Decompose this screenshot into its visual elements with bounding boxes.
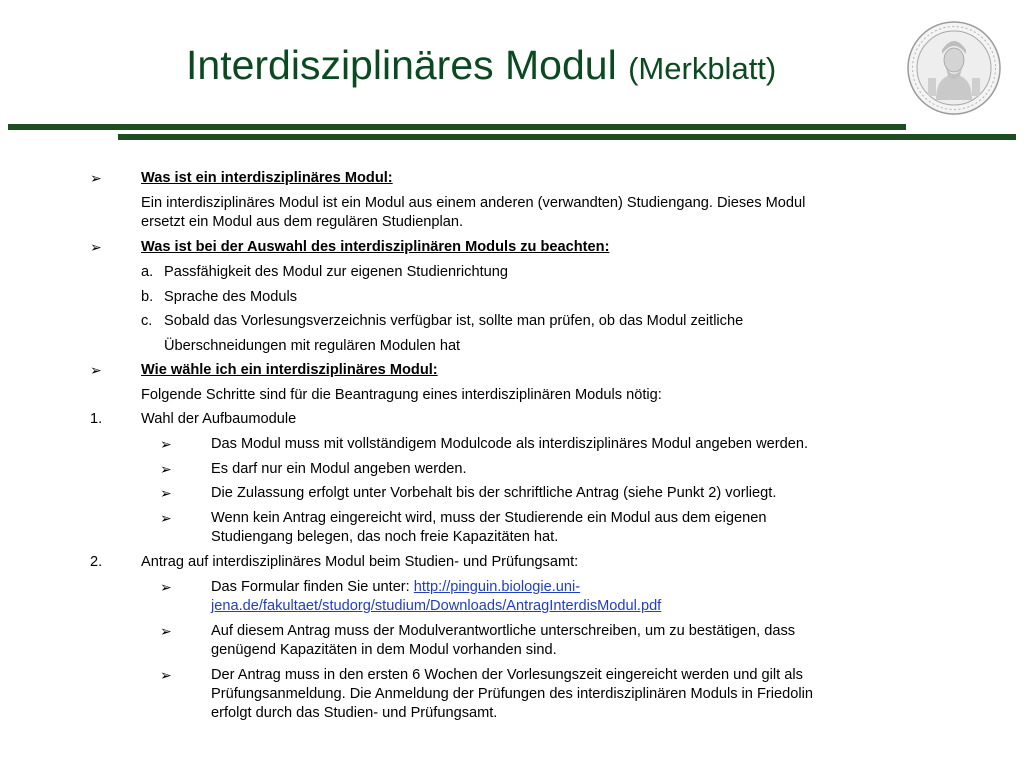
step2-item-3-line-2: Prüfungsanmeldung. Die Anmeldung der Prüfungen des interdisziplinären Moduls in Friedolin xyxy=(211,686,813,702)
definition-line-2: ersetzt ein Modul aus dem regulären Studienplan. xyxy=(141,214,464,230)
step-number-2: 2. xyxy=(90,554,103,570)
title-rule-lower xyxy=(118,134,1016,140)
step2-item-1-line-2 xyxy=(211,597,661,616)
step2-item-3-line-1: Der Antrag muss in den ersten 6 Wochen der Vorlesungszeit eingereicht werden und gilt als xyxy=(211,667,803,683)
list-item-b: Sprache des Moduls xyxy=(164,289,298,305)
arrow-bullet-icon: ➢ xyxy=(160,579,172,595)
arrow-bullet-icon: ➢ xyxy=(160,667,172,683)
step-title-1: Wahl der Aufbaumodule xyxy=(141,411,297,427)
arrow-bullet-icon: ➢ xyxy=(90,170,102,186)
step1-item-4-line-2: Studiengang belegen, das noch freie Kapazitäten hat. xyxy=(211,529,559,545)
step2-item-1-line-1 xyxy=(211,578,580,597)
list-item-c-line-2: Überschneidungen mit regulären Modulen hat xyxy=(164,338,461,354)
step1-item-3: Die Zulassung erfolgt unter Vorbehalt bis der schriftliche Antrag (siehe Punkt 2) vorliegt. xyxy=(211,485,777,501)
list-marker-b: b. xyxy=(141,289,154,305)
title-subtitle: (Merkblatt) xyxy=(628,51,777,86)
list-marker-c: c. xyxy=(141,313,153,329)
page-title xyxy=(186,42,776,89)
heading-how-to-choose: Wie wähle ich ein interdisziplinäres Modul: xyxy=(141,362,438,378)
form-link-part-1[interactable]: http://pinguin.biologie.uni- xyxy=(413,579,581,595)
step-title-2: Antrag auf interdisziplinäres Modul beim Studien- und Prüfungsamt: xyxy=(141,554,579,570)
steps-intro: Folgende Schritte sind für die Beantragung eines interdisziplinären Moduls nötig: xyxy=(141,387,662,403)
arrow-bullet-icon: ➢ xyxy=(160,623,172,639)
arrow-bullet-icon: ➢ xyxy=(160,436,172,452)
arrow-bullet-icon: ➢ xyxy=(160,510,172,526)
step2-item-3-line-3: erfolgt durch das Studien- und Prüfungsamt. xyxy=(211,705,498,721)
arrow-bullet-icon: ➢ xyxy=(160,461,172,477)
step-number-1: 1. xyxy=(90,411,103,427)
university-seal-icon xyxy=(906,20,1002,116)
form-link-part-2[interactable]: jena.de/fakultaet/studorg/studium/Downloads/AntragInterdisModul.pdf xyxy=(211,598,662,614)
title-rule-upper xyxy=(8,124,906,130)
definition-line-1: Ein interdisziplinäres Modul ist ein Modul aus einem anderen (verwandten) Studiengang. Dieses Modul xyxy=(141,195,806,211)
list-item-a: Passfähigkeit des Modul zur eigenen Studienrichtung xyxy=(164,264,508,280)
step1-item-4-line-1: Wenn kein Antrag eingereicht wird, muss der Studierende ein Modul aus dem eigenen xyxy=(211,510,767,526)
step2-item-2-line-2: genügend Kapazitäten in dem Modul vorhanden sind. xyxy=(211,642,557,658)
title-main: Interdisziplinäres Modul xyxy=(186,42,617,88)
heading-what-is: Was ist ein interdisziplinäres Modul: xyxy=(141,170,393,186)
arrow-bullet-icon: ➢ xyxy=(160,485,172,501)
arrow-bullet-icon: ➢ xyxy=(90,362,102,378)
list-item-c-line-1: Sobald das Vorlesungsverzeichnis verfügbar ist, sollte man prüfen, ob das Modul zeitliche xyxy=(164,313,744,329)
arrow-bullet-icon: ➢ xyxy=(90,239,102,255)
heading-selection: Was ist bei der Auswahl des interdisziplinären Moduls zu beachten: xyxy=(141,239,610,255)
step1-item-1: Das Modul muss mit vollständigem Modulcode als interdisziplinäres Modul angeben werden. xyxy=(211,436,809,452)
form-location-label: Das Formular finden Sie unter: xyxy=(211,579,410,595)
list-marker-a: a. xyxy=(141,264,154,280)
step2-item-2-line-1: Auf diesem Antrag muss der Modulverantwortliche unterschreiben, um zu bestätigen, dass xyxy=(211,623,796,639)
step1-item-2: Es darf nur ein Modul angeben werden. xyxy=(211,461,467,477)
